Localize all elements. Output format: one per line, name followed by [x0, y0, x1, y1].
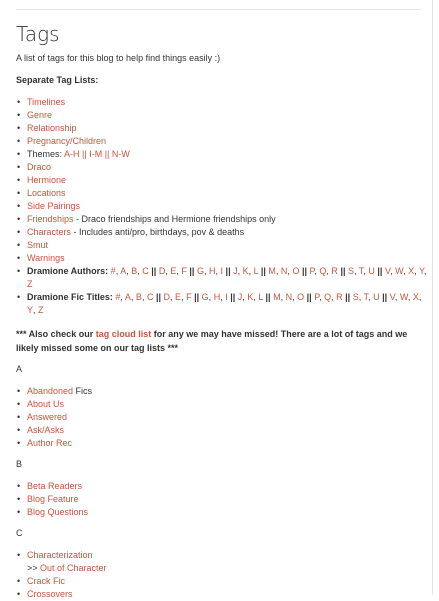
- out-of-character-link[interactable]: Out of Character: [40, 563, 107, 573]
- list-item: [27, 265, 428, 291]
- authors-letter-link[interactable]: X: [408, 266, 415, 276]
- section-letter-a: A: [16, 364, 23, 374]
- tag-cloud-note: [16, 327, 428, 355]
- list-item: [27, 135, 428, 148]
- list-item: [27, 187, 428, 200]
- authors-letter-link[interactable]: E: [170, 266, 177, 276]
- authors-letter-link[interactable]: L: [253, 266, 259, 276]
- author-rec-link[interactable]: Author Rec: [27, 438, 73, 448]
- group-separator: ||: [382, 292, 388, 302]
- answered-link[interactable]: Answered: [27, 412, 68, 422]
- locations-link[interactable]: Locations: [27, 188, 66, 198]
- fic-titles-letter-link[interactable]: L: [258, 292, 264, 302]
- timelines-link[interactable]: Timelines: [27, 97, 66, 107]
- list-item: [27, 493, 428, 506]
- note-suffix: for any we may have missed! There are a lot of tags and we likely missed some on our tag lists ***: [16, 329, 408, 353]
- beta-readers-link[interactable]: Beta Readers: [27, 481, 83, 491]
- themes-a-h-link[interactable]: A-H: [64, 149, 80, 159]
- group-separator: ||: [377, 266, 383, 276]
- fic-titles-letter-link[interactable]: O: [297, 292, 305, 302]
- fic-titles-letter-link[interactable]: D: [163, 292, 171, 302]
- about-us-link[interactable]: About Us: [27, 399, 65, 409]
- characterization-link[interactable]: Characterization: [27, 550, 93, 560]
- list-item: [27, 575, 428, 588]
- friendships-link[interactable]: Friendships: [27, 214, 74, 224]
- fic-titles-letter-link[interactable]: A: [124, 292, 131, 302]
- warnings-link[interactable]: Warnings: [27, 253, 65, 263]
- authors-letter-link[interactable]: K: [242, 266, 249, 276]
- group-separator: ||: [301, 266, 308, 276]
- authors-letter-link[interactable]: O: [292, 266, 300, 276]
- fic-titles-letter-link[interactable]: H: [213, 292, 221, 302]
- authors-hash-link[interactable]: #: [110, 266, 116, 276]
- group-separator: ||: [194, 292, 200, 302]
- list-item: [27, 549, 428, 575]
- group-separator: ||: [189, 266, 195, 276]
- list-item: [27, 213, 428, 226]
- fic-titles-letter-link[interactable]: U: [373, 292, 380, 302]
- authors-letter-link[interactable]: A: [120, 266, 127, 276]
- themes-n-w-link[interactable]: N-W: [111, 149, 130, 159]
- authors-letter-link[interactable]: S: [348, 266, 355, 276]
- list-item: [27, 252, 428, 265]
- section-c-list: [16, 549, 428, 601]
- authors-letter-link[interactable]: T: [358, 266, 364, 276]
- fic-titles-letter-link[interactable]: X: [412, 292, 419, 302]
- intro-text: A list of tags for this blog to help find things easily :): [16, 53, 221, 63]
- tag-cloud-link[interactable]: tag cloud list: [95, 329, 152, 339]
- fic-titles-letter-link[interactable]: J: [237, 292, 243, 302]
- draco-link[interactable]: Draco: [27, 162, 52, 172]
- fic-titles-letter-link[interactable]: S: [352, 292, 359, 302]
- list-item: [27, 200, 428, 213]
- list-item: [27, 424, 428, 437]
- separator: ||: [102, 149, 112, 159]
- fic-titles-alpha-links: #, A, B, C || D, E, F || G, H, I || J, K, L || M, N, O || P, Q, R || S, T, U || V, W, X, Y, Z: [27, 292, 422, 315]
- group-separator: ||: [225, 266, 231, 276]
- crossovers-link[interactable]: Crossovers: [27, 589, 73, 599]
- fic-titles-letter-link[interactable]: Y: [27, 305, 34, 315]
- fic-titles-letter-link[interactable]: P: [314, 292, 320, 302]
- section-a-list: [16, 385, 428, 450]
- crack-fic-link[interactable]: Crack Fic: [27, 576, 65, 586]
- list-item: [27, 96, 428, 109]
- section-b-list: [16, 480, 428, 519]
- authors-letter-link[interactable]: F: [181, 266, 187, 276]
- authors-alpha-links: #, A, B, C || D, E, F || G, H, I || J, K, L || M, N, O || P, Q, R || S, T, U || V, W, X, Y, Z: [27, 266, 427, 289]
- fic-titles-letter-link[interactable]: R: [336, 292, 343, 302]
- themes-i-m-link[interactable]: I-M: [89, 149, 103, 159]
- fic-titles-letter-link[interactable]: N: [285, 292, 293, 302]
- authors-letter-link[interactable]: N: [280, 266, 288, 276]
- list-item: [27, 148, 428, 161]
- authors-letter-link[interactable]: P: [309, 266, 315, 276]
- list-item: [27, 161, 428, 174]
- note-prefix: *** Also check our: [16, 329, 96, 339]
- hermione-link[interactable]: Hermione: [27, 175, 67, 185]
- characters-note: - Includes anti/pro, birthdays, pov & deaths: [71, 227, 245, 237]
- abandoned-rest: Fics: [73, 386, 93, 396]
- pregnancy-link[interactable]: Pregnancy/Children: [27, 136, 107, 146]
- fic-titles-letter-link[interactable]: T: [363, 292, 369, 302]
- authors-letter-link[interactable]: J: [233, 266, 238, 276]
- blog-feature-link[interactable]: Blog Feature: [27, 494, 79, 504]
- abandoned-link[interactable]: Abandoned: [27, 386, 74, 396]
- list-item: [27, 239, 428, 252]
- authors-letter-link[interactable]: M: [268, 266, 276, 276]
- authors-letter-link[interactable]: H: [209, 266, 216, 276]
- authors-letter-link[interactable]: Y: [419, 266, 424, 276]
- ask-asks-link[interactable]: Ask/Asks: [27, 425, 65, 435]
- section-letter-b: B: [16, 459, 23, 469]
- fic-titles-letter-link[interactable]: F: [186, 292, 192, 302]
- group-separator: ||: [260, 266, 266, 276]
- genre-link[interactable]: Genre: [27, 110, 53, 120]
- fic-titles-letter-link[interactable]: V: [389, 292, 395, 302]
- list-item: [27, 122, 428, 135]
- list-item: [27, 385, 428, 398]
- authors-letter-link[interactable]: D: [158, 266, 166, 276]
- sub-prefix: >>: [27, 563, 41, 573]
- relationship-link[interactable]: Relationship: [27, 123, 77, 133]
- fic-titles-letter-link[interactable]: B: [135, 292, 142, 302]
- top-divider: [16, 9, 421, 10]
- authors-letter-link[interactable]: B: [131, 266, 138, 276]
- fic-titles-letter-link[interactable]: C: [146, 292, 154, 302]
- themes-label: Themes:: [27, 149, 65, 159]
- group-separator: ||: [230, 292, 236, 302]
- list-item: [27, 480, 428, 493]
- friendships-note: - Draco friendships and Hermione friendships only: [73, 214, 276, 224]
- list-item: [27, 109, 428, 122]
- fic-titles-letter-link[interactable]: E: [175, 292, 182, 302]
- authors-letter-link[interactable]: Q: [319, 266, 327, 276]
- authors-letter-link[interactable]: U: [368, 266, 375, 276]
- authors-label: Dramione Authors:: [27, 266, 111, 276]
- fic-titles-letter-link[interactable]: Q: [324, 292, 332, 302]
- page-title: Tags: [16, 22, 60, 46]
- list-item: [27, 174, 428, 187]
- fic-titles-letter-link[interactable]: G: [201, 292, 209, 302]
- fic-titles-letter-link[interactable]: Z: [38, 305, 44, 315]
- list-item: [27, 411, 428, 424]
- list-item: [27, 291, 428, 317]
- list-item: [27, 437, 428, 450]
- authors-letter-link[interactable]: I: [220, 266, 224, 276]
- fic-titles-label: Dramione Fic Titles:: [27, 292, 116, 302]
- separator: ||: [79, 149, 90, 159]
- authors-letter-link[interactable]: C: [142, 266, 149, 276]
- authors-letter-link[interactable]: Z: [27, 279, 33, 289]
- authors-letter-link[interactable]: V: [384, 266, 391, 276]
- blog-questions-link[interactable]: Blog Questions: [27, 507, 89, 517]
- list-item: [27, 506, 428, 519]
- authors-letter-link[interactable]: R: [331, 266, 338, 276]
- fic-titles-letter-link[interactable]: W: [399, 292, 408, 302]
- fic-titles-letter-link[interactable]: K: [247, 292, 254, 302]
- smut-link[interactable]: Smut: [27, 240, 49, 250]
- group-separator: ||: [306, 292, 312, 302]
- sub-tag-line: [27, 562, 428, 575]
- post-content: [16, 22, 428, 601]
- group-separator: ||: [151, 266, 157, 276]
- separate-tag-lists: [16, 96, 428, 317]
- characters-link[interactable]: Characters: [27, 227, 72, 237]
- separate-lists-heading: Separate Tag Lists:: [16, 75, 99, 85]
- list-item: [27, 398, 428, 411]
- side-pairings-link[interactable]: Side Pairings: [27, 201, 81, 211]
- fic-titles-hash-link[interactable]: #: [115, 292, 121, 302]
- group-separator: ||: [340, 266, 346, 276]
- list-item: [27, 226, 428, 239]
- group-separator: ||: [265, 292, 271, 302]
- authors-letter-link[interactable]: G: [196, 266, 204, 276]
- authors-letter-link[interactable]: W: [395, 266, 404, 276]
- fic-titles-letter-link[interactable]: M: [273, 292, 281, 302]
- section-letter-c: C: [16, 528, 23, 538]
- group-separator: ||: [345, 292, 351, 302]
- fic-titles-letter-link[interactable]: I: [225, 292, 228, 302]
- group-separator: ||: [155, 292, 162, 302]
